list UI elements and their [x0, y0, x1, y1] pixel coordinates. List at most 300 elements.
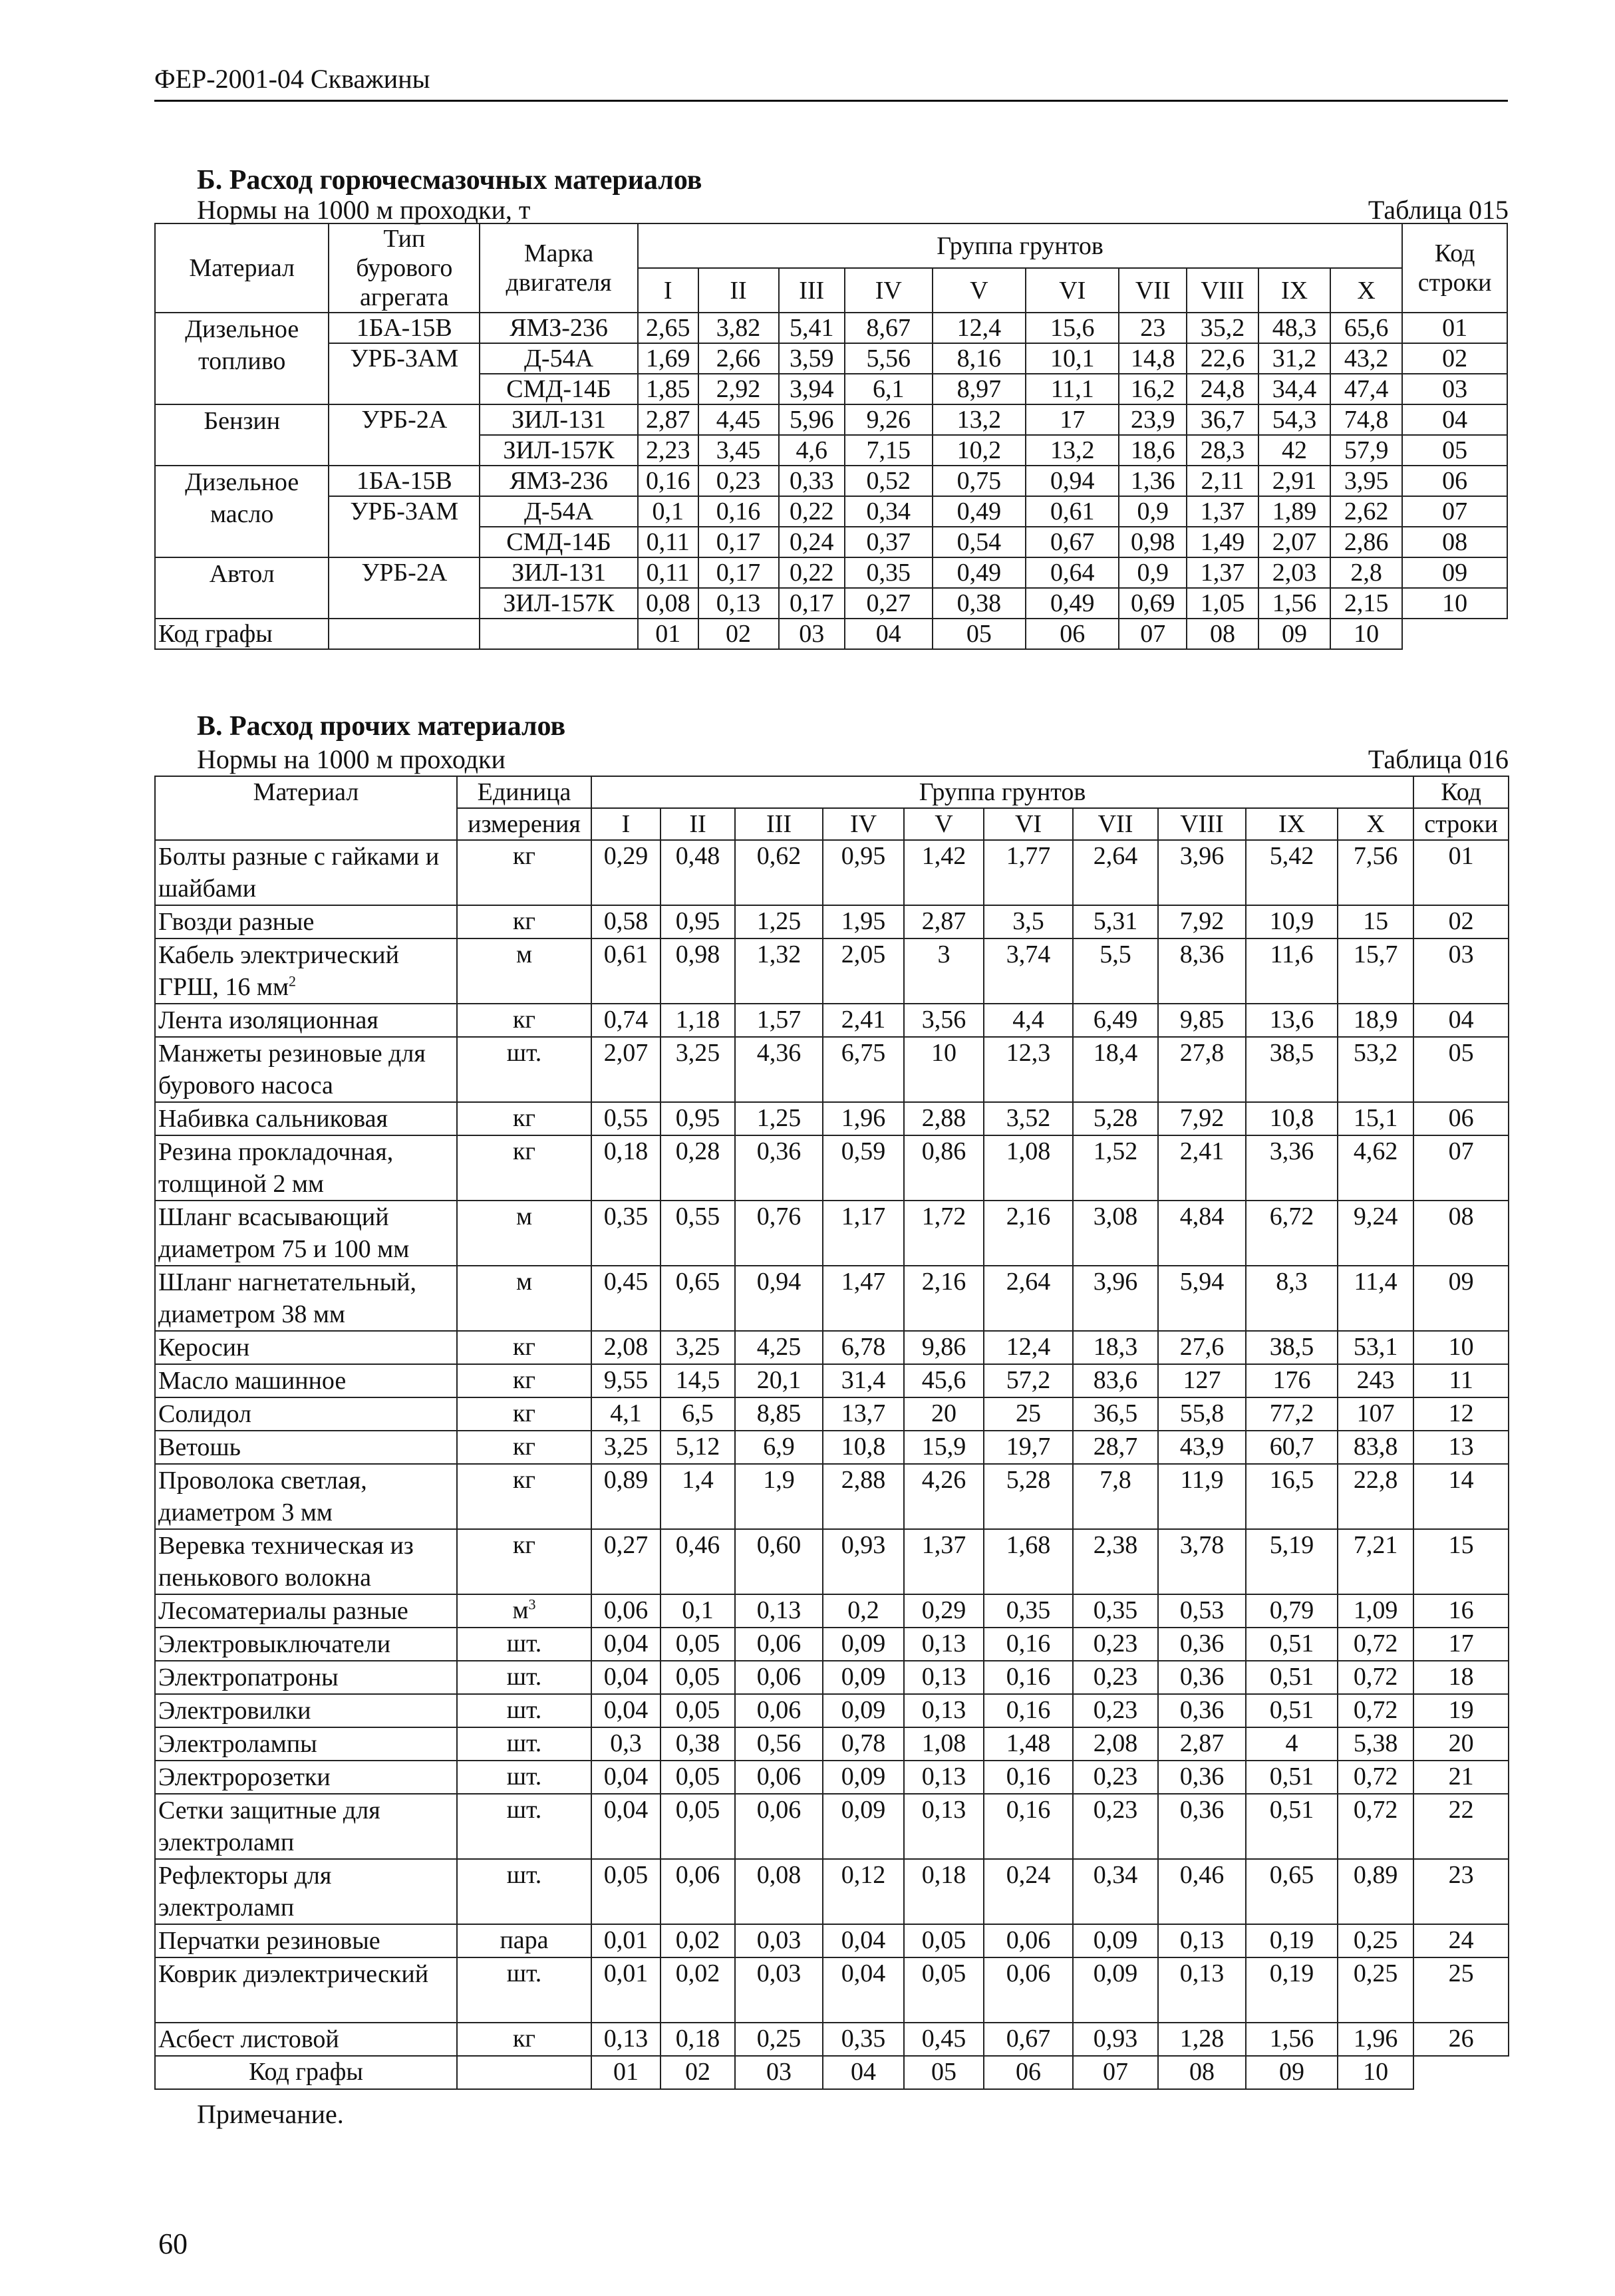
value-cell: 6,72 — [1246, 1201, 1338, 1266]
engine-cell: СМД-14Б — [480, 374, 638, 404]
row-code-cell: 01 — [1413, 840, 1509, 905]
unit-cell — [457, 1529, 591, 1594]
row-code-cell: 14 — [1413, 1464, 1509, 1529]
value-cell: 0,65 — [1246, 1859, 1338, 1924]
value-cell: 18,9 — [1338, 1004, 1413, 1037]
column-code-row — [155, 2056, 1509, 2089]
value-cell: 0,36 — [1158, 1628, 1246, 1661]
value-cell: 3,96 — [1158, 840, 1246, 905]
row-code-cell: 07 — [1402, 496, 1507, 527]
value-cell: 28,3 — [1187, 435, 1258, 466]
value-cell: 0,04 — [591, 1694, 661, 1727]
value-cell: 4,6 — [779, 435, 845, 466]
table-row — [155, 840, 1509, 905]
value-cell: 0,60 — [735, 1529, 823, 1594]
value-cell: 0,06 — [591, 1594, 661, 1628]
unit-cell — [457, 1102, 591, 1135]
table-row — [155, 557, 1507, 588]
other-materials-table — [154, 776, 1509, 2090]
value-cell: 0,06 — [735, 1661, 823, 1694]
value-cell: 0,27 — [591, 1529, 661, 1594]
section-v-norms: Нормы на 1000 м проходки — [197, 744, 506, 774]
material-name-cell — [155, 1924, 457, 1957]
value-cell: 0,03 — [735, 1924, 823, 1957]
value-cell: 15,6 — [1026, 313, 1119, 343]
value-cell: 0,23 — [698, 466, 779, 496]
table-row — [155, 938, 1509, 1004]
value-cell: 11,6 — [1246, 938, 1338, 1004]
value-cell: 12,4 — [984, 1331, 1073, 1364]
material-name: Набивка сальниковая — [158, 1105, 388, 1133]
table-row — [155, 1594, 1509, 1628]
unit-cell — [457, 1794, 591, 1859]
row-code-cell: 24 — [1413, 1924, 1509, 1957]
value-cell: 3,25 — [661, 1331, 735, 1364]
column-code-cell: 08 — [1158, 2056, 1246, 2089]
table-row — [155, 1957, 1509, 2023]
note-label: Примечание. — [197, 2099, 344, 2129]
value-cell: 1,47 — [823, 1266, 904, 1331]
row-code-cell: 15 — [1413, 1529, 1509, 1594]
value-cell: 0,13 — [1158, 1957, 1246, 2023]
header-group-VII: VII — [1119, 268, 1187, 313]
value-cell: 5,42 — [1246, 840, 1338, 905]
value-cell: 2,64 — [984, 1266, 1073, 1331]
value-cell: 2,15 — [1330, 588, 1402, 619]
value-cell: 0,05 — [661, 1761, 735, 1794]
engine-cell: ЗИЛ-131 — [480, 557, 638, 588]
material-name: Керосин — [158, 1334, 250, 1362]
value-cell: 16,2 — [1119, 374, 1187, 404]
value-cell: 0,36 — [735, 1135, 823, 1201]
value-cell: 0,08 — [638, 588, 698, 619]
value-cell: 31,4 — [823, 1364, 904, 1397]
value-cell: 0,16 — [984, 1661, 1073, 1694]
value-cell: 2,64 — [1073, 840, 1158, 905]
value-cell: 36,7 — [1187, 404, 1258, 435]
value-cell: 0,16 — [984, 1761, 1073, 1794]
value-cell: 4,26 — [904, 1464, 984, 1529]
value-cell: 13,6 — [1246, 1004, 1338, 1037]
column-code-label: Код графы — [155, 2056, 457, 2089]
column-code-cell: 01 — [591, 2056, 661, 2089]
column-code-cell: 03 — [779, 619, 845, 649]
value-cell: 8,36 — [1158, 938, 1246, 1004]
value-cell: 1,48 — [984, 1727, 1073, 1761]
value-cell: 0,35 — [984, 1594, 1073, 1628]
header-group-II: II — [661, 808, 735, 840]
value-cell: 4,25 — [735, 1331, 823, 1364]
value-cell: 6,5 — [661, 1397, 735, 1431]
value-cell: 0,34 — [845, 496, 933, 527]
unit-label: кг — [512, 907, 536, 935]
value-cell: 11,9 — [1158, 1464, 1246, 1529]
value-cell: 2,86 — [1330, 527, 1402, 557]
material-name-cell — [155, 1529, 457, 1594]
unit-cell — [457, 1924, 591, 1957]
value-cell: 0,55 — [591, 1102, 661, 1135]
value-cell: 0,03 — [735, 1957, 823, 2023]
value-cell: 0,06 — [984, 1957, 1073, 2023]
column-code-cell: 03 — [735, 2056, 823, 2089]
empty-cell — [480, 619, 638, 649]
material-name: Манжеты резиновые для бурового насоса — [158, 1040, 426, 1099]
table-row — [155, 466, 1507, 496]
value-cell: 0,23 — [1073, 1661, 1158, 1694]
value-cell: 3,25 — [591, 1431, 661, 1464]
value-cell: 0,65 — [661, 1266, 735, 1331]
value-cell: 2,65 — [638, 313, 698, 343]
value-cell: 0,11 — [638, 557, 698, 588]
engine-cell: ЗИЛ-157К — [480, 435, 638, 466]
value-cell: 0,36 — [1158, 1794, 1246, 1859]
row-code-cell: 26 — [1413, 2023, 1509, 2056]
unit-cell — [457, 1037, 591, 1102]
value-cell: 1,95 — [823, 905, 904, 938]
value-cell: 0,54 — [933, 527, 1026, 557]
value-cell: 12,4 — [933, 313, 1026, 343]
empty-cell — [457, 2056, 591, 2089]
value-cell: 4 — [1246, 1727, 1338, 1761]
value-cell: 1,08 — [904, 1727, 984, 1761]
value-cell: 0,13 — [904, 1794, 984, 1859]
section-b-norms: Нормы на 1000 м проходки, т — [197, 195, 531, 225]
column-code-cell: 04 — [823, 2056, 904, 2089]
value-cell: 243 — [1338, 1364, 1413, 1397]
value-cell: 55,8 — [1158, 1397, 1246, 1431]
unit-label: шт. — [506, 1039, 542, 1067]
value-cell: 45,6 — [904, 1364, 984, 1397]
unit-cell — [457, 1957, 591, 2023]
value-cell: 9,86 — [904, 1331, 984, 1364]
table-row — [155, 1102, 1509, 1135]
value-cell: 0,1 — [661, 1594, 735, 1628]
unit-cell — [457, 1135, 591, 1201]
value-cell: 83,6 — [1073, 1364, 1158, 1397]
unit-label: кг — [512, 2025, 536, 2053]
column-code-cell: 07 — [1073, 2056, 1158, 2089]
unit-cell — [457, 1331, 591, 1364]
unit-cell — [457, 1594, 591, 1628]
value-cell: 0,25 — [735, 2023, 823, 2056]
value-cell: 0,17 — [698, 527, 779, 557]
value-cell: 0,36 — [1158, 1694, 1246, 1727]
header-soil-group: Группа грунтов — [591, 776, 1413, 808]
row-code-cell: 10 — [1402, 588, 1507, 619]
row-code-cell: 22 — [1413, 1794, 1509, 1859]
value-cell: 0,89 — [1338, 1859, 1413, 1924]
value-cell: 2,07 — [591, 1037, 661, 1102]
value-cell: 0,06 — [984, 1924, 1073, 1957]
value-cell: 0,06 — [735, 1628, 823, 1661]
header-group-I: I — [638, 268, 698, 313]
value-cell: 3,5 — [984, 905, 1073, 938]
value-cell: 0,61 — [1026, 496, 1119, 527]
value-cell: 0,16 — [638, 466, 698, 496]
column-code-cell: 06 — [1026, 619, 1119, 649]
header-group-VI: VI — [1026, 268, 1119, 313]
value-cell: 3,25 — [661, 1037, 735, 1102]
value-cell: 14,8 — [1119, 343, 1187, 374]
value-cell: 5,94 — [1158, 1266, 1246, 1331]
value-cell: 3,82 — [698, 313, 779, 343]
header-group-V: V — [904, 808, 984, 840]
unit-cell — [457, 1661, 591, 1694]
unit-label: шт. — [506, 1959, 542, 1987]
unit-label: м — [515, 940, 533, 968]
value-cell: 18,3 — [1073, 1331, 1158, 1364]
value-cell: 1,42 — [904, 840, 984, 905]
unit-label: шт. — [506, 1663, 542, 1691]
value-cell: 0,89 — [591, 1464, 661, 1529]
material-name: Перчатки резиновые — [158, 1927, 380, 1955]
material-name-cell — [155, 905, 457, 938]
value-cell: 38,5 — [1246, 1037, 1338, 1102]
unit-label: кг — [512, 1006, 536, 1034]
header-group-IX: IX — [1258, 268, 1330, 313]
value-cell: 5,5 — [1073, 938, 1158, 1004]
value-cell: 2,41 — [823, 1004, 904, 1037]
value-cell: 0,69 — [1119, 588, 1187, 619]
fuel-lubricants-table — [154, 223, 1508, 650]
value-cell: 10,2 — [933, 435, 1026, 466]
value-cell: 0,51 — [1246, 1694, 1338, 1727]
value-cell: 0,48 — [661, 840, 735, 905]
value-cell: 5,28 — [984, 1464, 1073, 1529]
value-cell: 0,04 — [591, 1661, 661, 1694]
header-material: Материал — [155, 223, 329, 313]
value-cell: 2,07 — [1258, 527, 1330, 557]
unit-label: кг — [512, 1137, 536, 1165]
value-cell: 0,24 — [984, 1859, 1073, 1924]
value-cell: 0,35 — [1073, 1594, 1158, 1628]
value-cell: 3,59 — [779, 343, 845, 374]
value-cell: 0,45 — [591, 1266, 661, 1331]
header-engine: Марка двигателя — [480, 223, 638, 313]
header-row-code-line2: строки — [1413, 808, 1509, 840]
value-cell: 0,17 — [698, 557, 779, 588]
value-cell: 3,96 — [1073, 1266, 1158, 1331]
value-cell: 0,09 — [823, 1628, 904, 1661]
material-name-cell — [155, 1859, 457, 1924]
value-cell: 77,2 — [1246, 1397, 1338, 1431]
table-row — [155, 1431, 1509, 1464]
header-group-IX: IX — [1246, 808, 1338, 840]
row-code-cell: 08 — [1413, 1201, 1509, 1266]
header-group-VI: VI — [984, 808, 1073, 840]
value-cell: 1,69 — [638, 343, 698, 374]
value-cell: 0,64 — [1026, 557, 1119, 588]
value-cell: 0,52 — [845, 466, 933, 496]
material-name: Электровилки — [158, 1697, 311, 1725]
material-name: Шланг нагнетательный, диаметром 38 мм — [158, 1268, 416, 1328]
value-cell: 7,92 — [1158, 1102, 1246, 1135]
value-cell: 0,98 — [1119, 527, 1187, 557]
value-cell: 8,3 — [1246, 1266, 1338, 1331]
unit-label: шт. — [506, 1796, 542, 1824]
value-cell: 0,53 — [1158, 1594, 1246, 1628]
unit-label: шт. — [506, 1763, 542, 1791]
table-row — [155, 1364, 1509, 1397]
value-cell: 36,5 — [1073, 1397, 1158, 1431]
value-cell: 6,1 — [845, 374, 933, 404]
table-row — [155, 1004, 1509, 1037]
value-cell: 18,6 — [1119, 435, 1187, 466]
value-cell: 127 — [1158, 1364, 1246, 1397]
value-cell: 0,18 — [904, 1859, 984, 1924]
value-cell: 10,8 — [1246, 1102, 1338, 1135]
value-cell: 3,94 — [779, 374, 845, 404]
row-code-cell: 17 — [1413, 1628, 1509, 1661]
value-cell: 10,9 — [1246, 905, 1338, 938]
material-name: Электровыключатели — [158, 1630, 391, 1658]
value-cell: 8,97 — [933, 374, 1026, 404]
value-cell: 0,01 — [591, 1924, 661, 1957]
table-row — [155, 1331, 1509, 1364]
value-cell: 1,56 — [1246, 2023, 1338, 2056]
unit-label: кг — [512, 842, 536, 870]
unit-cell — [457, 1431, 591, 1464]
material-cell: Дизельное топливо — [155, 313, 329, 404]
material-cell: Дизельное масло — [155, 466, 329, 557]
header-group-X: X — [1330, 268, 1402, 313]
value-cell: 3,95 — [1330, 466, 1402, 496]
value-cell: 0,05 — [661, 1661, 735, 1694]
header-unit-line2: измерения — [457, 808, 591, 840]
unit-label: м — [515, 1203, 533, 1230]
header-material: Материал — [155, 776, 457, 840]
material-name-cell — [155, 1794, 457, 1859]
value-cell: 3,45 — [698, 435, 779, 466]
value-cell: 0,72 — [1338, 1628, 1413, 1661]
value-cell: 16,5 — [1246, 1464, 1338, 1529]
table-row — [155, 313, 1507, 343]
row-code-cell: 19 — [1413, 1694, 1509, 1727]
column-code-cell: 09 — [1258, 619, 1330, 649]
value-cell: 1,32 — [735, 938, 823, 1004]
material-name: Лесоматериалы разные — [158, 1597, 408, 1625]
value-cell: 0,05 — [904, 1957, 984, 2023]
row-code-cell: 11 — [1413, 1364, 1509, 1397]
value-cell: 0,06 — [735, 1694, 823, 1727]
value-cell: 1,37 — [1187, 496, 1258, 527]
value-cell: 0,51 — [1246, 1794, 1338, 1859]
value-cell: 3,08 — [1073, 1201, 1158, 1266]
table-row — [155, 1464, 1509, 1529]
value-cell: 1,18 — [661, 1004, 735, 1037]
value-cell: 1,36 — [1119, 466, 1187, 496]
value-cell: 2,16 — [984, 1201, 1073, 1266]
value-cell: 5,38 — [1338, 1727, 1413, 1761]
rig-cell: 1БА-15В — [329, 466, 480, 496]
material-name: Электролампы — [158, 1730, 317, 1758]
value-cell: 0,29 — [591, 840, 661, 905]
unit-label: кг — [512, 1366, 536, 1394]
material-name: Резина прокладочная, толщиной 2 мм — [158, 1138, 394, 1198]
row-code-cell: 04 — [1402, 404, 1507, 435]
value-cell: 0,34 — [1073, 1859, 1158, 1924]
material-name-cell — [155, 1201, 457, 1266]
value-cell: 0,13 — [904, 1661, 984, 1694]
material-name-cell — [155, 1661, 457, 1694]
header-row-code-line1: Код — [1413, 776, 1509, 808]
table-row — [155, 1529, 1509, 1594]
material-name-cell — [155, 1266, 457, 1331]
value-cell: 0,05 — [661, 1628, 735, 1661]
material-name-cell — [155, 1694, 457, 1727]
rig-cell: 1БА-15В — [329, 313, 480, 343]
unit-cell — [457, 1201, 591, 1266]
table-row — [155, 1661, 1509, 1694]
engine-cell: ЯМЗ-236 — [480, 313, 638, 343]
value-cell: 2,08 — [591, 1331, 661, 1364]
row-code-cell: 01 — [1402, 313, 1507, 343]
value-cell: 0,1 — [638, 496, 698, 527]
value-cell: 0,04 — [823, 1924, 904, 1957]
row-code-cell: 23 — [1413, 1859, 1509, 1924]
value-cell: 53,2 — [1338, 1037, 1413, 1102]
row-code-cell: 07 — [1413, 1135, 1509, 1201]
unit-cell — [457, 1004, 591, 1037]
column-code-cell: 04 — [845, 619, 933, 649]
material-name: Коврик диэлектрический — [158, 1960, 429, 1988]
value-cell: 0,18 — [591, 1135, 661, 1201]
table-row — [155, 496, 1507, 527]
value-cell: 0,79 — [1246, 1594, 1338, 1628]
header-group-IV: IV — [845, 268, 933, 313]
value-cell: 0,09 — [1073, 1957, 1158, 2023]
value-cell: 27,8 — [1158, 1037, 1246, 1102]
column-code-cell: 06 — [984, 2056, 1073, 2089]
header-group-III: III — [735, 808, 823, 840]
value-cell: 1,25 — [735, 905, 823, 938]
value-cell: 17 — [1026, 404, 1119, 435]
value-cell: 14,5 — [661, 1364, 735, 1397]
header-soil-group: Группа грунтов — [638, 223, 1402, 268]
value-cell: 2,88 — [823, 1464, 904, 1529]
value-cell: 38,5 — [1246, 1331, 1338, 1364]
value-cell: 0,02 — [661, 1924, 735, 1957]
document-header: ФЕР-2001-04 Скважины — [154, 64, 430, 94]
value-cell: 0,16 — [698, 496, 779, 527]
material-name: Электророзетки — [158, 1763, 331, 1791]
value-cell: 1,89 — [1258, 496, 1330, 527]
value-cell: 43,9 — [1158, 1431, 1246, 1464]
unit-label: кг — [512, 1433, 536, 1461]
column-code-cell: 07 — [1119, 619, 1187, 649]
value-cell: 6,9 — [735, 1431, 823, 1464]
header-group-II: II — [698, 268, 779, 313]
value-cell: 0,49 — [1026, 588, 1119, 619]
row-code-cell: 02 — [1402, 343, 1507, 374]
value-cell: 1,56 — [1258, 588, 1330, 619]
value-cell: 83,8 — [1338, 1431, 1413, 1464]
value-cell: 0,37 — [845, 527, 933, 557]
unit-label: м — [515, 1268, 533, 1296]
unit-label: шт. — [506, 1729, 542, 1757]
value-cell: 0,58 — [591, 905, 661, 938]
unit-cell — [457, 1761, 591, 1794]
value-cell: 2,87 — [904, 905, 984, 938]
value-cell: 8,85 — [735, 1397, 823, 1431]
value-cell: 0,19 — [1246, 1957, 1338, 2023]
value-cell: 0,38 — [933, 588, 1026, 619]
row-code-cell: 08 — [1402, 527, 1507, 557]
value-cell: 28,7 — [1073, 1431, 1158, 1464]
column-code-cell: 05 — [904, 2056, 984, 2089]
unit-label: шт. — [506, 1696, 542, 1724]
value-cell: 0,13 — [1158, 1924, 1246, 1957]
